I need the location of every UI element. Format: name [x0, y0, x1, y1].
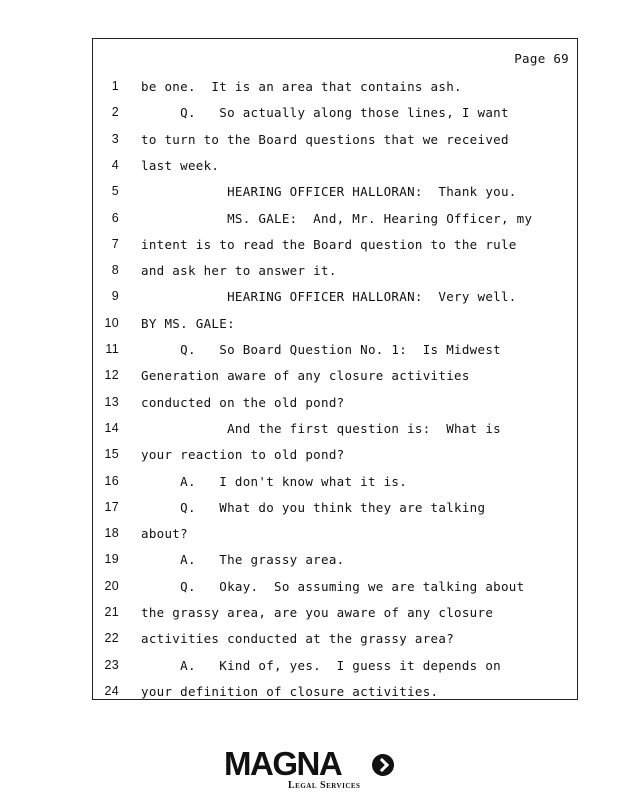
line-text: And the first question is: What is — [141, 420, 501, 436]
line-number: 15 — [104, 447, 119, 462]
line-text: conducted on the old pond? — [141, 394, 345, 410]
line-number: 14 — [104, 420, 119, 435]
line-number: 9 — [111, 289, 119, 304]
line-text: last week. — [141, 157, 220, 173]
line-number: 22 — [104, 631, 119, 646]
line-number: 19 — [104, 552, 119, 567]
transcript-line — [93, 552, 577, 578]
page-number: Page 69 — [514, 51, 569, 66]
line-number: 3 — [111, 131, 119, 146]
line-number: 24 — [104, 683, 119, 698]
transcript-line — [93, 289, 577, 315]
line-text: the grassy area, are you aware of any closure — [141, 605, 494, 620]
arrow-circle-icon — [372, 754, 394, 776]
line-text: to turn to the Board questions that we received — [141, 131, 509, 147]
transcript-line — [93, 658, 577, 684]
line-number: 4 — [111, 157, 119, 172]
line-text: intent is to read the Board question to the rule — [141, 236, 517, 252]
transcript-line — [93, 579, 577, 605]
logo-wordmark: MAGNA — [224, 745, 342, 782]
line-number: 17 — [104, 499, 119, 514]
transcript-line — [93, 421, 577, 447]
line-number: 10 — [104, 315, 119, 330]
line-text: Q. So actually along those lines, I want — [141, 105, 509, 121]
transcript-line — [93, 368, 577, 394]
line-number: 23 — [104, 657, 119, 672]
transcript-line — [93, 605, 577, 631]
line-number: 18 — [104, 526, 119, 541]
line-number: 13 — [104, 394, 119, 409]
line-number: 2 — [111, 105, 119, 120]
line-text: be one. It is an area that contains ash. — [141, 79, 462, 94]
line-text: Q. What do you think they are talking — [141, 499, 486, 515]
line-text: and ask her to answer it. — [141, 263, 337, 279]
line-number: 5 — [111, 184, 119, 199]
transcript-line — [93, 237, 577, 263]
line-number: 21 — [104, 605, 119, 619]
transcript-line — [93, 631, 577, 657]
transcript-line — [93, 158, 577, 184]
transcript-line — [93, 395, 577, 421]
line-text: Q. So Board Question No. 1: Is Midwest — [141, 342, 501, 357]
line-text: about? — [141, 526, 188, 542]
line-text: A. The grassy area. — [141, 552, 345, 568]
line-text: A. I don't know what it is. — [141, 473, 408, 489]
line-text: your reaction to old pond? — [141, 447, 345, 463]
transcript-line — [93, 211, 577, 237]
line-number: 20 — [104, 578, 119, 593]
line-number: 16 — [104, 473, 119, 488]
transcript-line — [93, 316, 577, 342]
line-text: Q. Okay. So assuming we are talking about — [141, 578, 525, 594]
line-text: MS. GALE: And, Mr. Hearing Officer, my — [141, 210, 533, 226]
transcript-line — [93, 342, 577, 368]
line-text: Generation aware of any closure activities — [141, 368, 470, 384]
line-number: 8 — [111, 263, 119, 278]
transcript-line — [93, 500, 577, 526]
transcript-line — [93, 184, 577, 210]
line-number: 12 — [104, 368, 119, 383]
transcript-line — [93, 526, 577, 552]
transcript-line — [93, 132, 577, 158]
transcript-page — [92, 38, 578, 700]
line-text: your definition of closure activities. — [141, 683, 439, 699]
transcript-line — [93, 105, 577, 131]
transcript-line — [93, 263, 577, 289]
line-number: 11 — [105, 342, 119, 356]
line-text: BY MS. GALE: — [141, 315, 235, 331]
line-text: A. Kind of, yes. I guess it depends on — [141, 657, 501, 673]
line-text: HEARING OFFICER HALLORAN: Thank you. — [141, 184, 517, 200]
logo-subtitle: Legal Services — [288, 780, 361, 791]
line-number: 6 — [111, 210, 119, 225]
line-text: HEARING OFFICER HALLORAN: Very well. — [141, 289, 517, 305]
line-text: activities conducted at the grassy area? — [141, 631, 455, 647]
line-number: 7 — [111, 236, 119, 251]
magna-logo — [224, 746, 399, 794]
line-number: 1 — [111, 79, 119, 93]
transcript-line — [93, 79, 577, 105]
transcript-line — [93, 474, 577, 500]
transcript-line — [93, 447, 577, 473]
transcript-line — [93, 684, 577, 710]
